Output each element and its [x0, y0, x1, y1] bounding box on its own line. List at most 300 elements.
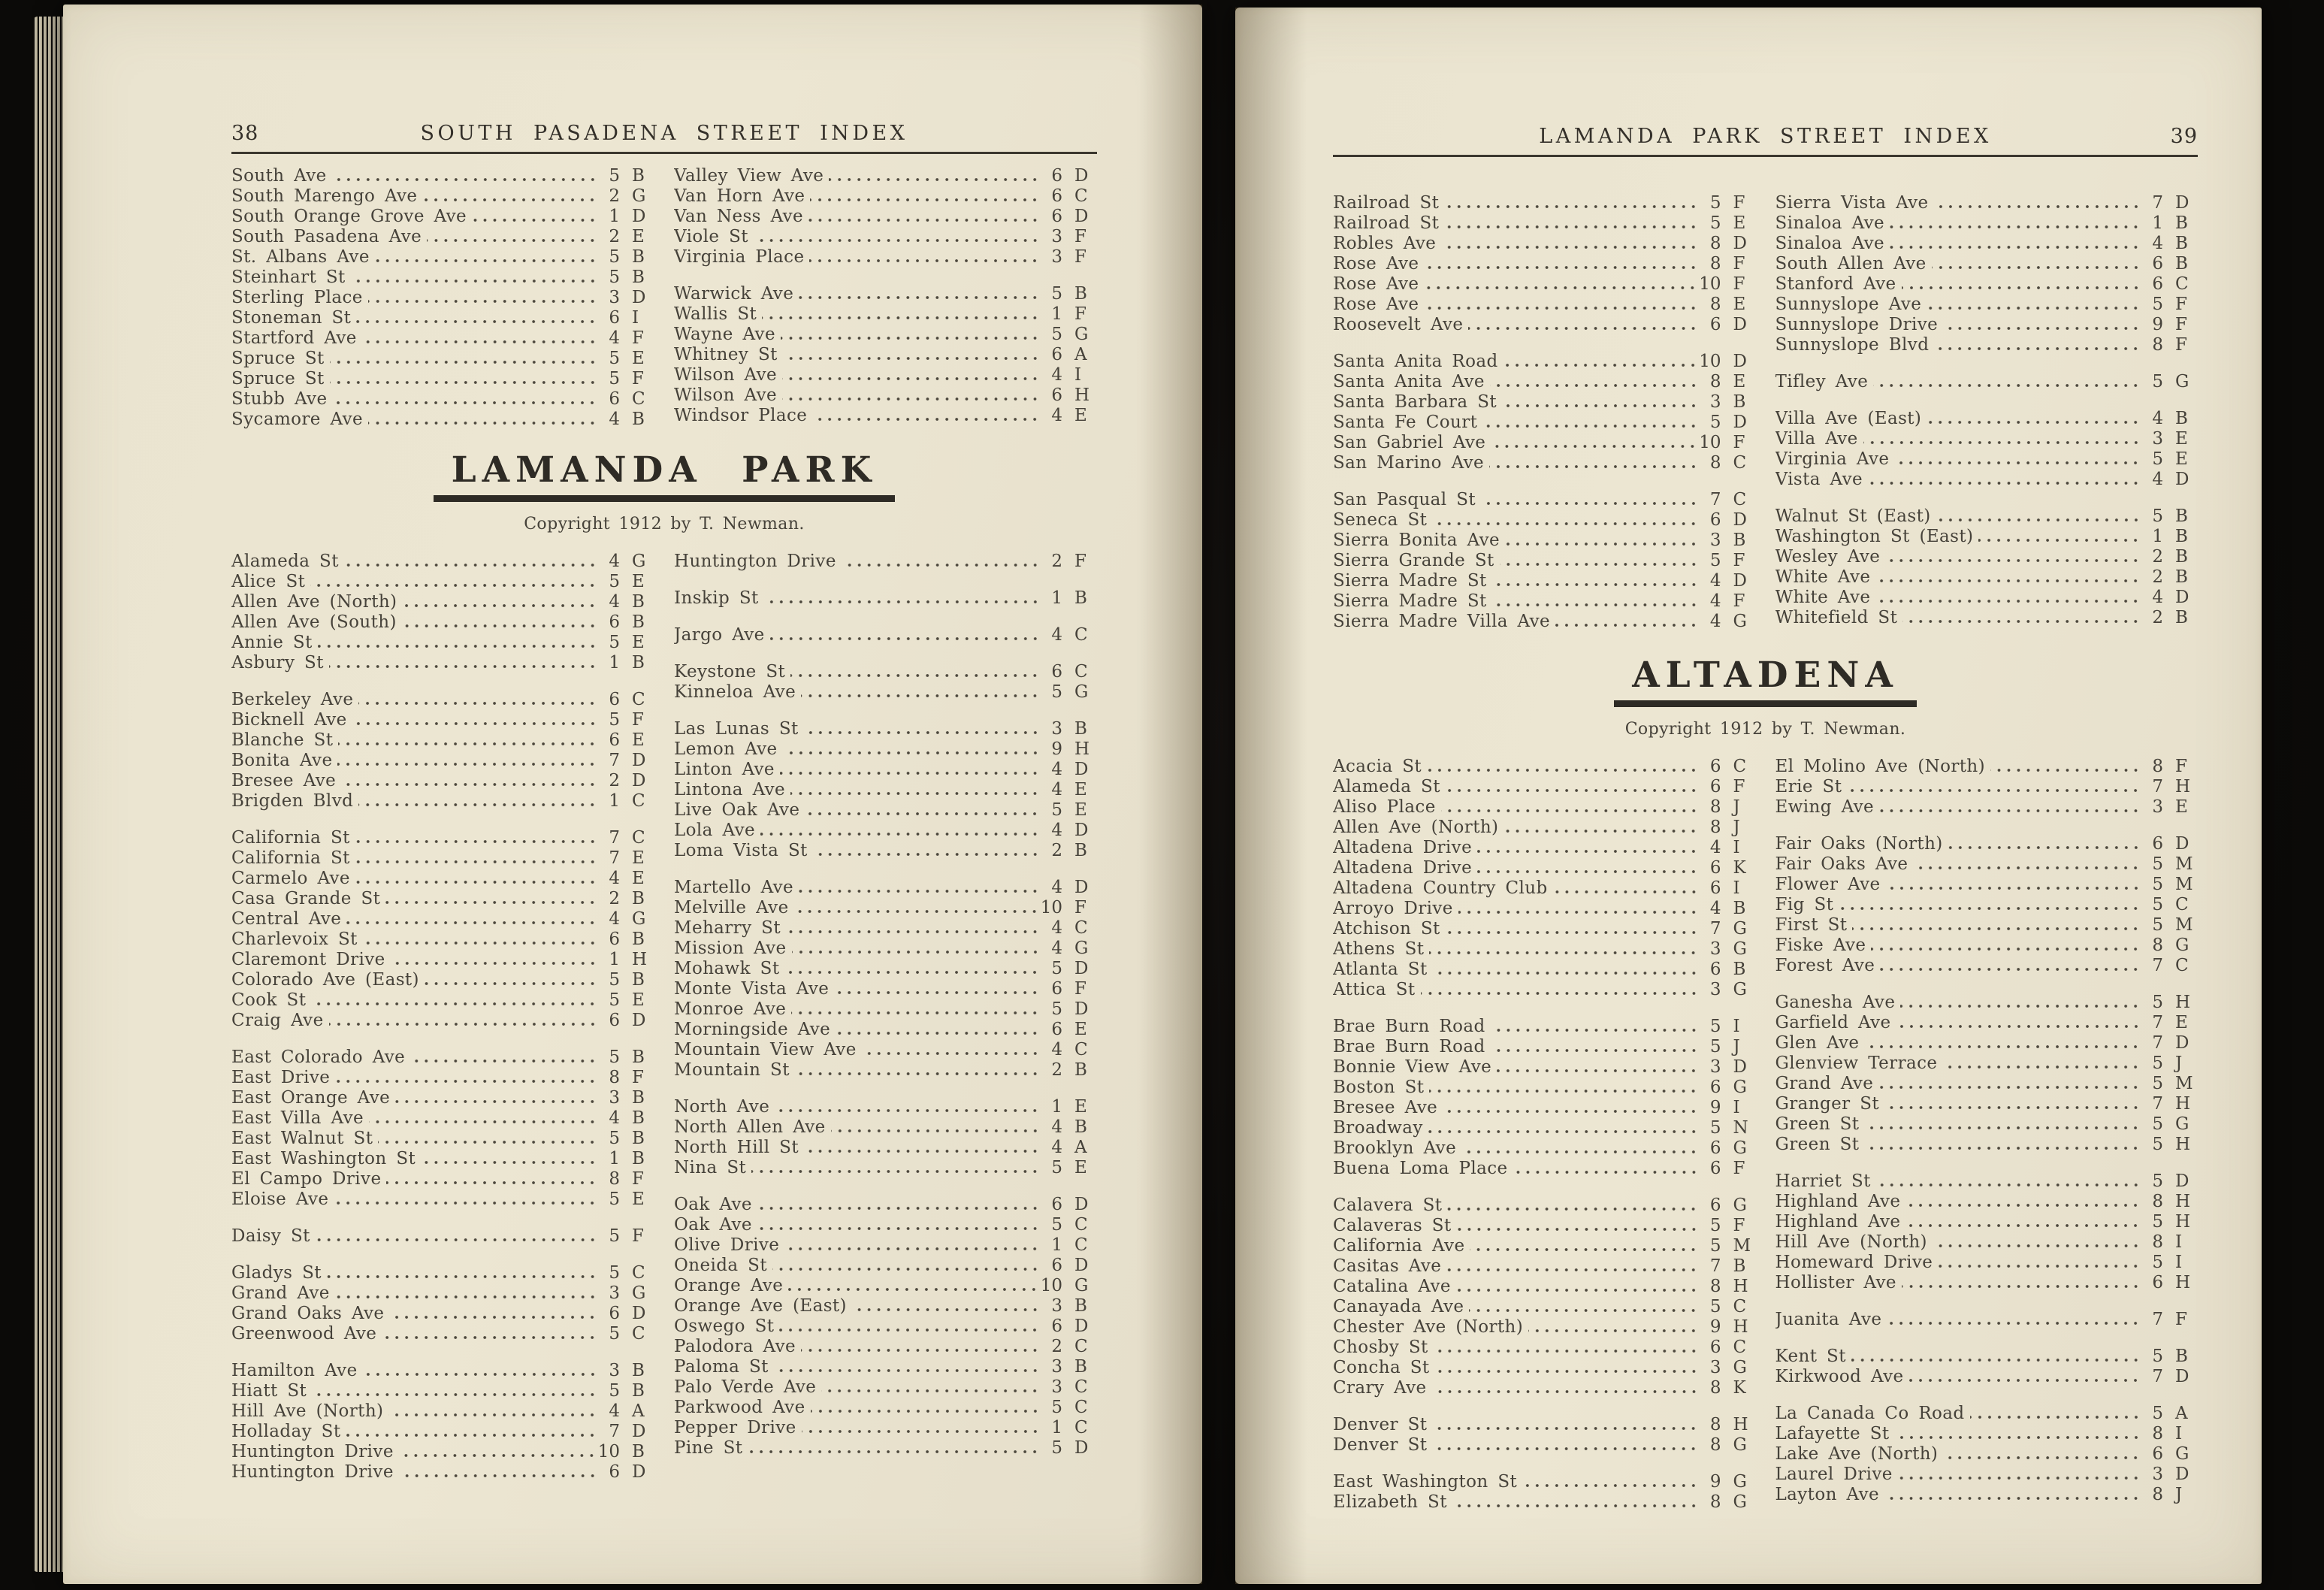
dot-leader — [795, 1071, 1040, 1077]
map-page-number: 7 — [1709, 490, 1721, 509]
street-name: Atchison St — [1333, 919, 1440, 939]
map-page-number: 5 — [2152, 1404, 2163, 1423]
dot-leader — [1481, 500, 1698, 506]
dot-leader — [1851, 1357, 2141, 1363]
map-page-number: 6 — [609, 308, 620, 328]
dot-leader — [1896, 1023, 2141, 1029]
dot-leader — [344, 562, 597, 568]
street-name: Melville Ave — [674, 898, 789, 917]
map-page-number: 4 — [1051, 760, 1062, 779]
map-page-number: 4 — [1709, 612, 1721, 631]
street-entry — [674, 918, 1097, 939]
street-entry — [1775, 895, 2199, 915]
street-name: California St — [231, 828, 350, 848]
map-page-number: 8 — [2152, 1485, 2163, 1504]
dot-leader — [811, 1408, 1040, 1414]
map-page-number: 5 — [1709, 551, 1721, 570]
street-entry — [1333, 234, 1756, 254]
street-entry — [674, 304, 1097, 325]
street-name: Bicknell Ave — [231, 710, 347, 730]
map-grid-letter: B — [632, 1108, 645, 1128]
map-page-number: 4 — [609, 1401, 620, 1421]
map-grid-letter: F — [1074, 979, 1086, 999]
dot-leader — [1482, 423, 1698, 429]
street-entry — [231, 308, 654, 328]
street-entry — [1775, 1347, 2199, 1367]
street-entry — [1333, 274, 1756, 295]
street-entry — [1775, 1424, 2199, 1444]
dot-leader — [1489, 464, 1698, 470]
dot-leader — [799, 888, 1040, 894]
map-grid-letter: D — [1074, 878, 1089, 897]
street-entry — [674, 1158, 1097, 1178]
street-name: San Gabriel Ave — [1333, 433, 1486, 452]
dot-leader — [842, 562, 1040, 568]
street-entry — [1333, 858, 1756, 878]
dot-leader — [754, 237, 1040, 243]
map-page-number: 7 — [609, 828, 620, 848]
map-page-number: 1 — [609, 207, 620, 226]
map-grid-letter: H — [1074, 385, 1090, 405]
map-grid-letter: D — [632, 1462, 646, 1482]
entry-group — [674, 625, 1097, 645]
map-page-number: 5 — [1709, 1236, 1721, 1256]
map-grid-letter: D — [632, 751, 646, 770]
map-grid-letter: B — [632, 1381, 645, 1401]
map-grid-letter: B — [632, 592, 645, 612]
map-grid-letter: G — [632, 186, 646, 206]
map-grid-letter: B — [632, 970, 645, 990]
street-name: Laurel Drive — [1775, 1465, 1893, 1484]
map-page-number: 10 — [1699, 352, 1721, 371]
entry-group — [1333, 1415, 1756, 1455]
street-entry — [1333, 1057, 1756, 1078]
dot-leader — [801, 1347, 1040, 1353]
street-entry — [1775, 470, 2199, 490]
index-column — [1333, 757, 1756, 1513]
map-page-number: 10 — [1040, 1276, 1062, 1295]
street-entry — [231, 690, 654, 710]
dot-leader — [791, 1010, 1040, 1016]
map-page-number: 1 — [609, 1149, 620, 1168]
map-grid-letter: G — [1074, 325, 1089, 344]
street-name: Catalina Ave — [1333, 1277, 1451, 1296]
map-page-number: 4 — [1051, 1117, 1062, 1137]
entry-group — [1333, 1196, 1756, 1398]
index-column — [231, 166, 654, 430]
dot-leader — [808, 217, 1040, 223]
street-entry — [1333, 1435, 1756, 1455]
map-page-number: 5 — [1051, 959, 1062, 978]
map-page-number: 6 — [1051, 186, 1062, 206]
map-page-number: 5 — [609, 572, 620, 591]
street-entry — [1333, 193, 1756, 213]
street-entry — [1333, 392, 1756, 413]
dot-leader — [1902, 618, 2141, 624]
street-name: Highland Ave — [1775, 1192, 1901, 1211]
dot-leader — [1461, 1149, 1698, 1155]
map-grid-letter: B — [632, 166, 645, 186]
street-entry — [1775, 449, 2199, 470]
dot-leader — [1905, 1223, 2141, 1229]
street-entry — [674, 552, 1097, 572]
street-name: East Walnut St — [231, 1129, 373, 1148]
street-name: Stubb Ave — [231, 389, 328, 409]
index-column — [674, 166, 1097, 430]
street-name: Washington St (East) — [1775, 527, 1974, 546]
dot-leader — [346, 920, 597, 926]
dot-leader — [1934, 204, 2141, 210]
street-name: El Molino Ave (North) — [1775, 757, 1985, 776]
map-page-number: 8 — [1709, 797, 1721, 817]
map-grid-letter: C — [1074, 1398, 1088, 1417]
map-page-number: 5 — [609, 369, 620, 388]
dot-leader — [1492, 602, 1699, 608]
dot-leader — [1444, 204, 1698, 210]
map-page-number: 6 — [609, 1462, 620, 1482]
map-grid-letter: C — [1733, 1297, 1747, 1316]
map-page-number: 3 — [1709, 1358, 1721, 1377]
street-entry — [674, 682, 1097, 703]
map-grid-letter: M — [1733, 1236, 1751, 1256]
dot-leader — [762, 315, 1040, 321]
map-page-number: 6 — [1709, 1138, 1721, 1158]
street-entry — [674, 247, 1097, 268]
street-name: Villa Ave (East) — [1775, 409, 1922, 428]
map-grid-letter: G — [1733, 980, 1747, 999]
dot-leader — [1894, 460, 2141, 466]
dot-leader — [346, 1432, 597, 1438]
street-name: Altadena Country Club — [1333, 878, 1548, 898]
street-name: East Orange Ave — [231, 1088, 391, 1108]
street-name: Altadena Drive — [1333, 838, 1473, 857]
street-entry — [231, 288, 654, 308]
map-page-number: 4 — [1051, 406, 1062, 425]
street-name: South Ave — [231, 166, 327, 186]
map-grid-letter: N — [1733, 1118, 1748, 1138]
map-page-number: 5 — [609, 1129, 620, 1148]
dot-leader — [772, 1266, 1040, 1272]
map-grid-letter: H — [2175, 1094, 2191, 1114]
map-page-number: 6 — [1709, 510, 1721, 530]
street-name: Chosby St — [1333, 1338, 1428, 1357]
map-page-number: 1 — [1051, 1418, 1062, 1437]
map-grid-letter: D — [632, 288, 646, 307]
map-page-number: 3 — [609, 1361, 620, 1380]
dot-leader — [764, 599, 1040, 605]
street-name: La Canada Co Road — [1775, 1404, 1965, 1423]
street-name: Pine St — [674, 1438, 743, 1458]
street-entry — [231, 1462, 654, 1483]
dot-leader — [1938, 1263, 2141, 1269]
street-name: Hiatt St — [231, 1381, 307, 1401]
right-page-header — [1333, 125, 2198, 148]
street-name: Las Lunas St — [674, 719, 799, 739]
dot-leader — [1497, 1068, 1698, 1074]
dot-leader — [784, 969, 1040, 975]
entry-group — [1775, 1404, 2199, 1505]
street-name: Inskip St — [674, 588, 759, 608]
map-page-number: 6 — [1051, 1195, 1062, 1214]
street-entry — [1333, 612, 1756, 632]
street-entry — [674, 1256, 1097, 1276]
street-name: Glen Ave — [1775, 1033, 1860, 1053]
dot-leader — [421, 1159, 597, 1165]
map-grid-letter: F — [1733, 254, 1745, 274]
index-column — [1775, 757, 2199, 1513]
street-name: Elizabeth St — [1333, 1492, 1447, 1512]
dot-leader — [1884, 1495, 2141, 1501]
street-entry — [674, 1357, 1097, 1377]
dot-leader — [831, 1128, 1040, 1134]
dot-leader — [1847, 787, 2141, 793]
dot-leader — [751, 1168, 1040, 1174]
dot-leader — [1432, 1446, 1698, 1452]
map-grid-letter: E — [632, 633, 645, 652]
map-grid-letter: F — [1074, 304, 1086, 324]
dot-leader — [1864, 1145, 2141, 1151]
street-entry — [1333, 960, 1756, 980]
entry-group — [1775, 834, 2199, 976]
map-page-number: 4 — [609, 869, 620, 888]
dot-leader — [1902, 1283, 2141, 1289]
dot-leader — [1884, 1105, 2141, 1111]
dot-leader — [1873, 382, 2141, 388]
street-entry — [1775, 1273, 2199, 1293]
map-grid-letter: G — [1733, 1472, 1747, 1492]
dot-leader — [1434, 1348, 1699, 1354]
map-grid-letter: B — [632, 247, 645, 267]
map-grid-letter: E — [632, 227, 645, 246]
map-page-number: 3 — [1051, 719, 1062, 739]
dot-leader — [788, 1286, 1038, 1292]
dot-leader — [425, 981, 597, 987]
dot-leader — [1503, 362, 1698, 368]
map-grid-letter: C — [1074, 186, 1088, 206]
street-entry — [1775, 915, 2199, 936]
dot-leader — [1427, 767, 1698, 773]
street-entry — [1333, 213, 1756, 234]
dot-leader — [1890, 224, 2141, 230]
dot-leader — [1433, 970, 1699, 976]
street-name: Oak Ave — [674, 1215, 752, 1235]
street-name: Steinhart St — [231, 268, 346, 287]
section-title: ALTADENA — [1614, 654, 1917, 707]
street-entry — [1333, 295, 1756, 315]
map-grid-letter: B — [1074, 1117, 1087, 1137]
dot-leader — [810, 197, 1040, 203]
street-name: Fair Oaks (North) — [1775, 834, 1943, 854]
street-name: Seneca St — [1333, 510, 1428, 530]
street-name: Boston St — [1333, 1078, 1425, 1097]
map-grid-letter: C — [1074, 1377, 1088, 1397]
map-grid-letter: H — [2175, 1135, 2191, 1154]
map-grid-letter: M — [2175, 1074, 2193, 1093]
street-entry — [674, 325, 1097, 345]
map-page-number: 10 — [1040, 898, 1062, 917]
entry-group — [674, 1097, 1097, 1178]
dot-leader — [804, 730, 1040, 736]
dot-leader — [1503, 828, 1698, 834]
map-page-number: 4 — [609, 410, 620, 429]
dot-leader — [391, 960, 597, 966]
map-page-number: 10 — [1699, 274, 1721, 294]
map-grid-letter: D — [632, 207, 646, 226]
map-page-number: 5 — [2152, 372, 2163, 391]
dot-leader — [368, 420, 597, 426]
street-entry — [1775, 936, 2199, 956]
dot-leader — [1441, 244, 1698, 250]
map-grid-letter: E — [632, 572, 645, 591]
entry-group — [1333, 1017, 1756, 1179]
map-grid-letter: E — [1074, 1097, 1087, 1117]
map-grid-letter: C — [2175, 895, 2189, 914]
map-page-number: 5 — [609, 1047, 620, 1067]
street-entry — [231, 227, 654, 247]
dot-leader — [369, 1119, 597, 1125]
map-page-number: 8 — [1709, 234, 1721, 253]
map-grid-letter: D — [1074, 821, 1089, 840]
dot-leader — [1502, 403, 1698, 409]
dot-leader — [1505, 541, 1698, 547]
dot-leader — [351, 278, 597, 284]
entry-group — [674, 588, 1097, 609]
street-name: Calaveras St — [1333, 1216, 1452, 1235]
map-grid-letter: E — [2175, 429, 2188, 449]
map-grid-letter: E — [632, 730, 645, 750]
street-name: Asbury St — [231, 653, 324, 673]
street-entry — [1333, 838, 1756, 858]
map-grid-letter: G — [1074, 682, 1089, 702]
street-name: Athens St — [1333, 939, 1425, 959]
street-name: Fig St — [1775, 895, 1834, 914]
dot-leader — [1491, 1047, 1699, 1053]
street-entry — [231, 1108, 654, 1129]
map-page-number: 8 — [1709, 1415, 1721, 1434]
map-page-number: 6 — [609, 930, 620, 949]
index-column — [231, 552, 654, 1483]
street-entry — [1333, 980, 1756, 1000]
dot-leader — [1553, 889, 1699, 895]
map-grid-letter: D — [1074, 959, 1089, 978]
street-entry — [231, 633, 654, 653]
map-grid-letter: F — [1074, 247, 1086, 267]
map-grid-letter: B — [2175, 506, 2188, 526]
street-name: Keystone St — [674, 662, 786, 682]
map-grid-letter: F — [632, 1068, 644, 1087]
street-name: Concha St — [1333, 1358, 1430, 1377]
street-entry — [674, 406, 1097, 426]
entry-group — [1333, 490, 1756, 632]
dot-leader — [352, 721, 597, 727]
map-grid-letter: E — [632, 848, 645, 868]
street-entry — [231, 1169, 654, 1189]
street-name: Crary Ave — [1333, 1378, 1427, 1398]
street-name: Wallis St — [674, 304, 757, 324]
dot-leader — [375, 258, 597, 264]
index-column — [674, 552, 1097, 1483]
street-name: Daisy St — [231, 1226, 310, 1246]
dot-leader — [1446, 1267, 1698, 1273]
dot-leader — [1444, 224, 1698, 230]
street-name: Olive Drive — [674, 1235, 780, 1255]
street-entry — [1775, 854, 2199, 875]
map-page-number: 10 — [597, 1442, 620, 1462]
street-name: Spruce St — [231, 349, 325, 368]
map-grid-letter: E — [1733, 213, 1746, 233]
street-entry — [231, 1149, 654, 1169]
map-page-number: 4 — [609, 552, 620, 571]
map-grid-letter: C — [1074, 1040, 1088, 1059]
entry-group — [1775, 1171, 2199, 1293]
map-grid-letter: E — [1074, 406, 1087, 425]
street-name: Orange Ave — [674, 1276, 784, 1295]
map-grid-letter: B — [2175, 567, 2188, 587]
street-name: Oak Ave — [674, 1195, 752, 1214]
street-name: Atlanta St — [1333, 960, 1428, 979]
street-entry — [1775, 875, 2199, 895]
altadena-index — [1333, 757, 2198, 1513]
street-entry — [231, 1442, 654, 1462]
map-grid-letter: B — [1733, 1256, 1746, 1276]
dot-leader — [1839, 905, 2141, 911]
map-page-number: 1 — [1051, 304, 1062, 324]
map-page-number: 6 — [2152, 834, 2163, 854]
street-name: Wayne Ave — [674, 325, 775, 344]
street-entry — [1775, 527, 2199, 547]
street-name: Sierra Grande St — [1333, 551, 1494, 570]
street-entry — [674, 999, 1097, 1020]
map-page-number: 3 — [1709, 531, 1721, 550]
street-entry — [1775, 1013, 2199, 1033]
map-page-number: 8 — [1709, 1277, 1721, 1296]
street-name: Allen Ave (South) — [231, 612, 397, 632]
street-entry — [1333, 315, 1756, 335]
street-name: Claremont Drive — [231, 950, 385, 969]
street-entry — [231, 751, 654, 771]
map-page-number: 4 — [1709, 591, 1721, 611]
street-entry — [674, 1195, 1097, 1215]
street-name: Lola Ave — [674, 821, 755, 840]
dot-leader — [330, 359, 597, 365]
street-entry — [674, 588, 1097, 609]
street-name: Railroad St — [1333, 213, 1440, 233]
street-entry — [1333, 1017, 1756, 1037]
street-name: Allen Ave (North) — [1333, 818, 1499, 837]
street-entry — [231, 1189, 654, 1210]
map-grid-letter: C — [632, 791, 645, 811]
street-entry — [1775, 956, 2199, 976]
street-entry — [1333, 372, 1756, 392]
street-entry — [1333, 1216, 1756, 1236]
street-entry — [1333, 1338, 1756, 1358]
map-page-number: 8 — [1709, 453, 1721, 473]
map-grid-letter: E — [632, 349, 645, 368]
map-page-number: 8 — [2152, 335, 2163, 355]
dot-leader — [318, 643, 597, 649]
dot-leader — [783, 355, 1040, 361]
street-name: Santa Barbara St — [1333, 392, 1497, 412]
map-page-number: 2 — [609, 186, 620, 206]
street-entry — [1333, 1037, 1756, 1057]
street-entry — [1333, 490, 1756, 510]
map-grid-letter: J — [2175, 1053, 2183, 1073]
dot-leader — [829, 177, 1040, 183]
map-grid-letter: F — [1733, 551, 1745, 570]
map-page-number: 6 — [609, 730, 620, 750]
street-name: Lintona Ave — [674, 780, 786, 800]
street-name: Gladys St — [231, 1263, 322, 1283]
